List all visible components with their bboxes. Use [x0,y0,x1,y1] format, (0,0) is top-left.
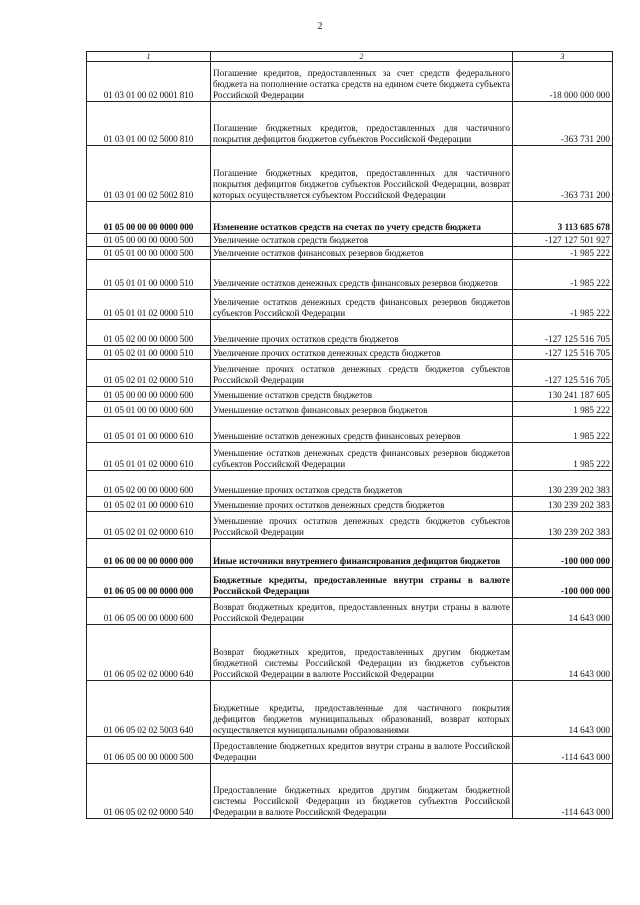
row-code: 01 05 02 01 02 0000 510 [87,360,211,387]
row-name: Увеличение остатков денежных средств финансовых резервов бюджетов субъектов Российской Федерации [211,290,513,320]
table-row [87,234,613,247]
row-name: Изменение остатков средств на счетах по учету средств бюджета [211,202,513,234]
table-row [87,290,613,320]
row-sum: 130 239 202 383 [513,512,613,539]
row-name: Увеличение прочих остатков денежных средств бюджетов [211,346,513,360]
row-code: 01 06 05 02 02 0000 540 [87,764,211,819]
row-code: 01 03 01 00 02 5000 810 [87,102,211,146]
row-name: Увеличение прочих остатков денежных средств бюджетов субъектов Российской Федерации [211,360,513,387]
row-name: Уменьшение остатков денежных средств финансовых резервов бюджетов субъектов Российской Федерации [211,443,513,471]
row-sum: -363 731 200 [513,146,613,202]
row-code: 01 06 00 00 00 0000 000 [87,539,211,568]
table-row [87,402,613,417]
table-row [87,625,613,681]
row-sum: -1 985 222 [513,290,613,320]
table-row [87,62,613,102]
row-sum: 130 239 202 383 [513,471,613,497]
table-row [87,737,613,764]
row-name: Уменьшение прочих остатков денежных средств бюджетов [211,497,513,512]
sources-of-financing-table [86,51,613,819]
row-code: 01 05 01 01 02 0000 610 [87,443,211,471]
table-row [87,260,613,290]
column-number-code: 1 [87,52,211,62]
row-name: Погашение бюджетных кредитов, предоставленных для частичного покрытия дефицитов бюджетов субъектов Российской Федерации, возврат которых осуществляется субъектом Российской Федерации [211,146,513,202]
table-body [87,62,613,819]
row-sum: 14 643 000 [513,625,613,681]
table-row [87,417,613,443]
row-name: Увеличение остатков средств бюджетов [211,234,513,247]
table-row [87,512,613,539]
table-row [87,539,613,568]
row-sum: -127 127 501 927 [513,234,613,247]
row-code: 01 06 05 00 00 0000 600 [87,598,211,625]
row-code: 01 05 01 01 02 0000 510 [87,290,211,320]
row-code: 01 03 01 00 02 0001 810 [87,62,211,102]
row-name: Погашение бюджетных кредитов, предоставленных для частичного покрытия дефицитов бюджетов субъектов Российской Федерации [211,102,513,146]
table-row [87,764,613,819]
row-name: Уменьшение прочих остатков денежных средств бюджетов субъектов Российской Федерации [211,512,513,539]
row-sum: -100 000 000 [513,568,613,598]
row-name: Возврат бюджетных кредитов, предоставленных другим бюджетам бюджетной системы Российской Федерации из бюджетов субъектов Российской Федерации в валюте Российской Федерации [211,625,513,681]
row-sum: -114 643 000 [513,737,613,764]
row-code: 01 06 05 00 00 0000 000 [87,568,211,598]
row-name: Уменьшение остатков денежных средств финансовых резервов [211,417,513,443]
table-row [87,247,613,260]
column-number-name: 2 [211,52,513,62]
row-code: 01 05 02 01 00 0000 510 [87,346,211,360]
row-code: 01 05 01 00 00 0000 600 [87,402,211,417]
row-code: 01 03 01 00 02 5002 810 [87,146,211,202]
row-sum: -363 731 200 [513,102,613,146]
row-name: Увеличение остатков денежных средств финансовых резервов бюджетов [211,260,513,290]
row-name: Уменьшение остатков финансовых резервов бюджетов [211,402,513,417]
row-sum: -1 985 222 [513,247,613,260]
row-sum: -1 985 222 [513,260,613,290]
table-row [87,202,613,234]
table-row [87,146,613,202]
table-row [87,360,613,387]
column-number-row [87,52,613,62]
row-code: 01 05 01 01 00 0000 510 [87,260,211,290]
row-name: Предоставление бюджетных кредитов другим бюджетам бюджетной системы Российской Федерации из бюджетов субъектов Российской Федерации в валюте Российской Федерации [211,764,513,819]
row-sum: -18 000 000 000 [513,62,613,102]
table-row [87,471,613,497]
row-name: Уменьшение прочих остатков средств бюджетов [211,471,513,497]
row-sum: 1 985 222 [513,443,613,471]
table-row [87,568,613,598]
table-row [87,497,613,512]
row-sum: -100 000 000 [513,539,613,568]
row-code: 01 05 01 00 00 0000 500 [87,247,211,260]
row-code: 01 05 01 01 00 0000 610 [87,417,211,443]
row-sum: 14 643 000 [513,681,613,737]
row-sum: -114 643 000 [513,764,613,819]
row-name: Бюджетные кредиты, предоставленные для частичного покрытия дефицитов бюджетов муниципальных образований, возврат которых осуществляется муниципальными образованиями [211,681,513,737]
row-code: 01 06 05 00 00 0000 500 [87,737,211,764]
row-code: 01 05 00 00 00 0000 500 [87,234,211,247]
row-name: Бюджетные кредиты, предоставленные внутри страны в валюте Российской Федерации [211,568,513,598]
row-code: 01 06 05 02 02 0000 640 [87,625,211,681]
table-row [87,387,613,402]
row-sum: 1 985 222 [513,417,613,443]
row-sum: 1 985 222 [513,402,613,417]
row-name: Иные источники внутреннего финансирования дефицитов бюджетов [211,539,513,568]
table-row [87,102,613,146]
row-sum: -127 125 516 705 [513,346,613,360]
row-sum: -127 125 516 705 [513,320,613,346]
table-row [87,681,613,737]
table-row [87,443,613,471]
row-code: 01 05 02 01 00 0000 610 [87,497,211,512]
row-sum: 14 643 000 [513,598,613,625]
row-name: Уменьшение остатков средств бюджетов [211,387,513,402]
row-code: 01 05 02 01 02 0000 610 [87,512,211,539]
table-row [87,320,613,346]
row-sum: 130 239 202 383 [513,497,613,512]
row-sum: 3 113 685 678 [513,202,613,234]
row-code: 01 05 00 00 00 0000 600 [87,387,211,402]
row-name: Возврат бюджетных кредитов, предоставленных внутри страны в валюте Российской Федерации [211,598,513,625]
row-name: Погашение кредитов, предоставленных за счет средств федерального бюджета на пополнение остатка средств на едином счете бюджета субъекта Российской Федерации [211,62,513,102]
row-name: Увеличение прочих остатков средств бюджетов [211,320,513,346]
row-code: 01 05 02 00 00 0000 600 [87,471,211,497]
row-code: 01 06 05 02 02 5003 640 [87,681,211,737]
row-code: 01 05 00 00 00 0000 000 [87,202,211,234]
table-row [87,346,613,360]
row-name: Предоставление бюджетных кредитов внутри страны в валюте Российской Федерации [211,737,513,764]
row-code: 01 05 02 00 00 0000 500 [87,320,211,346]
row-name: Увеличение остатков финансовых резервов бюджетов [211,247,513,260]
row-sum: 130 241 187 605 [513,387,613,402]
table-row [87,598,613,625]
row-sum: -127 125 516 705 [513,360,613,387]
column-number-sum: 3 [513,52,613,62]
page-number: 2 [317,21,323,32]
